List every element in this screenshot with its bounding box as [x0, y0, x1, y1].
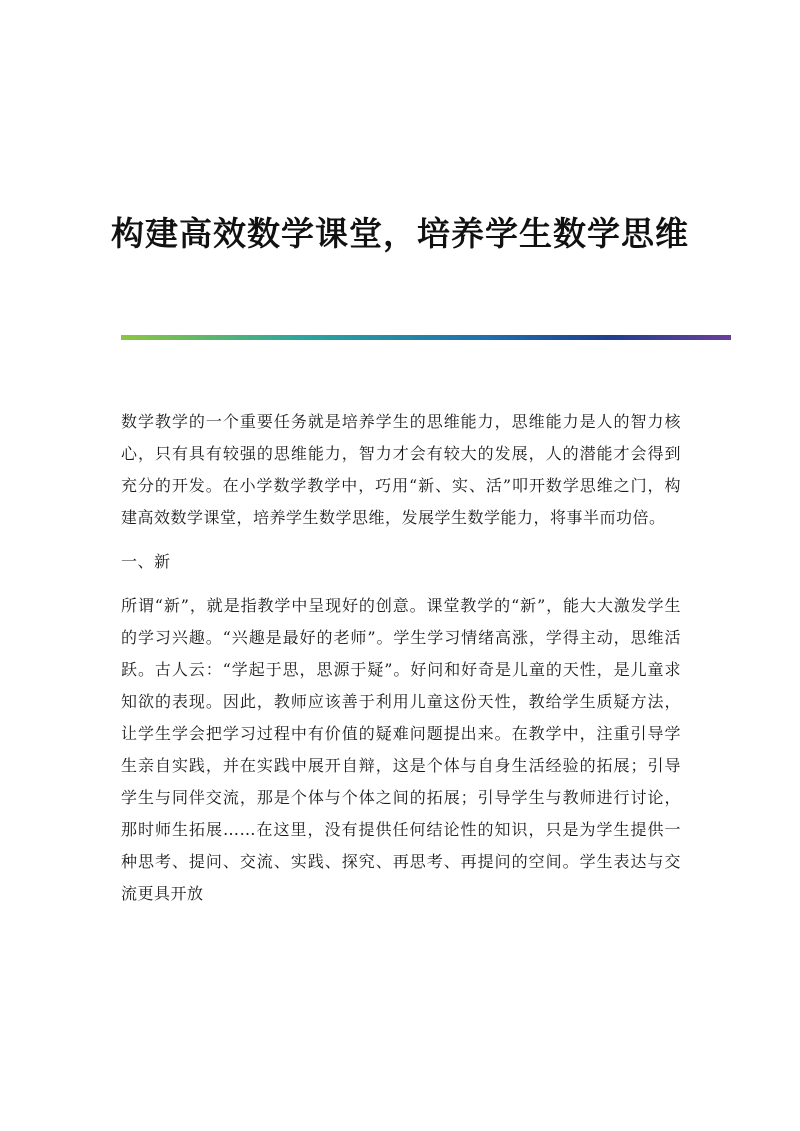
intro-paragraph: 数学教学的一个重要任务就是培养学生的思维能力，思维能力是人的智力核心，只有具有较强的思维能力，智力才会有较大的发展，人的潜能才会得到充分的开发。在小学数学教学中，巧用“新、实、活”叩开数学思维之门，构建高效数学课堂，培养学生数学思维，发展学生数学能力，将事半而功倍。 — [121, 412, 681, 527]
section-heading-new: 一、新 — [121, 552, 171, 571]
document-body — [121, 406, 681, 922]
section-paragraph: 所谓“新”，就是指教学中呈现好的创意。课堂教学的“新”，能大大激发学生的学习兴趣。“兴趣是最好的老师”。学生学习情绪高涨，学得主动，思维活跃。古人云：“学起于思，思源于疑”。好问和好奇是儿童的天性，是儿童求知欲的表现。因此，教师应该善于利用儿童这份天性，教给学生质疑方法，让学生学会把学习过程中有价值的疑难问题提出来。在教学中，注重引导学生亲自实践，并在实践中展开自辩，这是个体与自身生活经验的拓展；引导学生与同伴交流，那是个体与个体之间的拓展；引导学生与教师进行讨论，那时师生拓展……在这里，没有提供任何结论性的知识，只是为学生提供一种思考、提问、交流、实践、探究、再思考、再提问的空间。学生表达与交流更具开放 — [121, 596, 681, 903]
page-title: 构建高效数学课堂，培养学生数学思维 — [111, 214, 689, 254]
title-divider — [121, 335, 731, 340]
